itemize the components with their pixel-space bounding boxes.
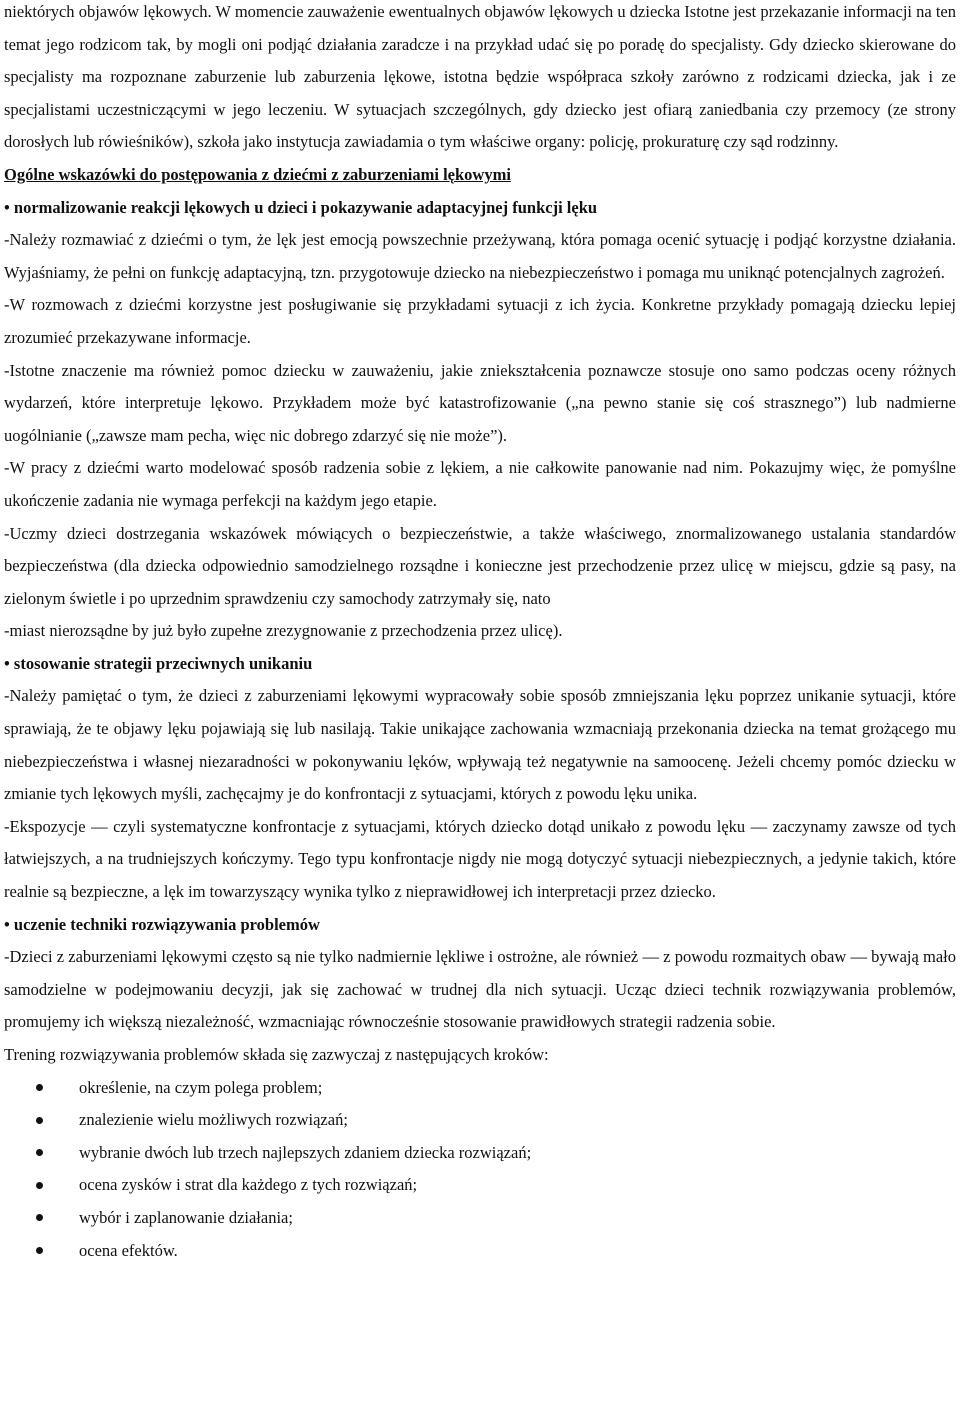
list-item [4, 1072, 956, 1105]
paragraph: -W rozmowach z dziećmi korzystne jest posługiwanie się przykładami sytuacji z ich życia. Konkretne przykłady pomagają dziecku lepiej zrozumieć przekazywane informacje. [4, 295, 956, 347]
bullet-dot-icon [36, 1084, 43, 1091]
paragraph: -Ekspozycje — czyli systematyczne konfrontacje z sytuacjami, których dziecko dotąd unikało z powodu lęku — zaczynamy zawsze od tych łatwiejszych, a na trudniejszych kończymy. Tego typu konfrontacje nigdy nie mogą dotyczyć sytuacji niebezpiecznych, a jedynie takich, które realnie są bezpieczne, a lęk im towarzyszący wynika tylko z nieprawidłowej ich interpretacji przez dziecko. [4, 816, 956, 902]
section-heading-problem-solving: • uczenie techniki rozwiązywania problemów [4, 914, 320, 934]
document-page [4, 0, 956, 1267]
section-heading-normalizing: • normalizowanie reakcji lękowych u dzieci i pokazywanie adaptacyjnej funkcji lęku [4, 197, 598, 217]
list-item [4, 1137, 956, 1170]
list-item-text: ocena efektów. [79, 1240, 178, 1260]
bullet-dot-icon [36, 1247, 43, 1254]
list-item [4, 1104, 956, 1137]
list-item [4, 1169, 956, 1202]
list-item [4, 1202, 956, 1235]
paragraph: -Dzieci z zaburzeniami lękowymi często są nie tylko nadmiernie lękliwe i ostrożne, ale również — z powodu rozmaitych obaw — bywają mało samodzielne w podejmowaniu decyzji, jak się zachować w trudnej dla nich sytuacji. Ucząc dzieci technik rozwiązywania problemów, promujemy ich większą niezależność, wzmacniając równocześnie stosowanie prawidłowych strategii radzenia sobie. [4, 947, 956, 1032]
list-item-text: określenie, na czym polega problem; [79, 1077, 323, 1097]
paragraph: -Istotne znaczenie ma również pomoc dziecku w zauważeniu, jakie zniekształcenia poznawcze stosuje ono samo podczas oceny różnych wydarzeń, które interpretuje lękowo. Przykładem może być katastrofizowanie („na pewno stanie się coś strasznego”) lub nadmierne uogólnianie („zawsze mam pecha, więc nic dobrego zdarzyć się nie może”). [4, 360, 956, 445]
paragraph: -miast nierozsądne by już było zupełne zrezygnowanie z przechodzenia przez ulicę). [4, 621, 563, 641]
section-heading-anti-avoidance: • stosowanie strategii przeciwnych unikaniu [4, 653, 313, 673]
paragraph: -Należy rozmawiać z dziećmi o tym, że lęk jest emocją powszechnie przeżywaną, która pomaga ocenić sytuację i podjąć korzystne działania. Wyjaśniamy, że pełni on funkcję adaptacyjną, tzn. przygotowuje dziecko na niebezpieczeństwo i pomaga mu uniknąć potencjalnych zagrożeń. [4, 230, 956, 282]
problem-solving-steps-list [4, 1072, 956, 1268]
bullet-dot-icon [36, 1182, 43, 1189]
list-item-text: wybranie dwóch lub trzech najlepszych zdaniem dziecka rozwiązań; [79, 1142, 532, 1162]
list-item-text: ocena zysków i strat dla każdego z tych rozwiązań; [79, 1175, 418, 1195]
bullet-dot-icon [36, 1214, 43, 1221]
guidelines-heading: Ogólne wskazówki do postępowania z dziećmi z zaburzeniami lękowymi [4, 164, 511, 184]
paragraph: -Należy pamiętać o tym, że dzieci z zaburzeniami lękowymi wypracowały sobie sposób zmniejszania lęku poprzez unikanie sytuacji, które sprawiają, że te objawy lęku pojawiają się lub nasilają. Takie unikające zachowania wzmacniają przekonania dziecka na temat grożącego mu niebezpieczeństwa i własnej niezaradności w pokonywaniu lęków, wpływają też negatywnie na samoocenę. Jeżeli chcemy pomóc dziecku w zmianie tych lękowych myśli, zachęcajmy je do konfrontacji z sytuacjami, których z powodu lęku unika. [4, 686, 956, 804]
paragraph: -W pracy z dziećmi warto modelować sposób radzenia sobie z lękiem, a nie całkowite panowanie nad nim. Pokazujmy więc, że pomyślne ukończenie zadania nie wymaga perfekcji na każdym jego etapie. [4, 458, 956, 510]
paragraph: -Uczmy dzieci dostrzegania wskazówek mówiących o bezpieczeństwie, a także właściwego, znormalizowanego ustalania standardów bezpieczeństwa (dla dziecka odpowiednio samodzielnego rozsądne i konieczne jest przechodzenie przez ulicę w miejscu, gdzie są pasy, na zielonym świetle i po uprzednim sprawdzeniu czy samochody zatrzymały się, nato [4, 523, 956, 608]
list-item [4, 1235, 956, 1268]
list-item-text: znalezienie wielu możliwych rozwiązań; [79, 1110, 348, 1130]
bullet-dot-icon [36, 1117, 43, 1124]
list-item-text: wybór i zaplanowanie działania; [79, 1207, 293, 1227]
intro-paragraph: niektórych objawów lękowych. W momencie zauważenie ewentualnych objawów lękowych u dziecka Istotne jest przekazanie informacji na ten temat jego rodzicom tak, by mogli oni podjąć działania zaradcze i na przykład udać się po poradę do specjalisty. Gdy dziecko skierowane do specjalisty ma rozpoznane zaburzenie lub zaburzenia lękowe, istotna będzie współpraca szkoły zarówno z rodzicami dziecka, jak i ze specjalistami uczestniczącymi w jego leczeniu. W sytuacjach szczególnych, gdy dziecko jest ofiarą zaniedbania czy przemocy (ze strony dorosłych lub rówieśników), szkoła jako instytucja zawiadamia o tym właściwe organy: policję, prokuraturę czy sąd rodzinny. [4, 2, 956, 152]
training-intro: Trening rozwiązywania problemów składa się zazwyczaj z następujących kroków: [4, 1045, 549, 1064]
bullet-dot-icon [36, 1149, 43, 1156]
